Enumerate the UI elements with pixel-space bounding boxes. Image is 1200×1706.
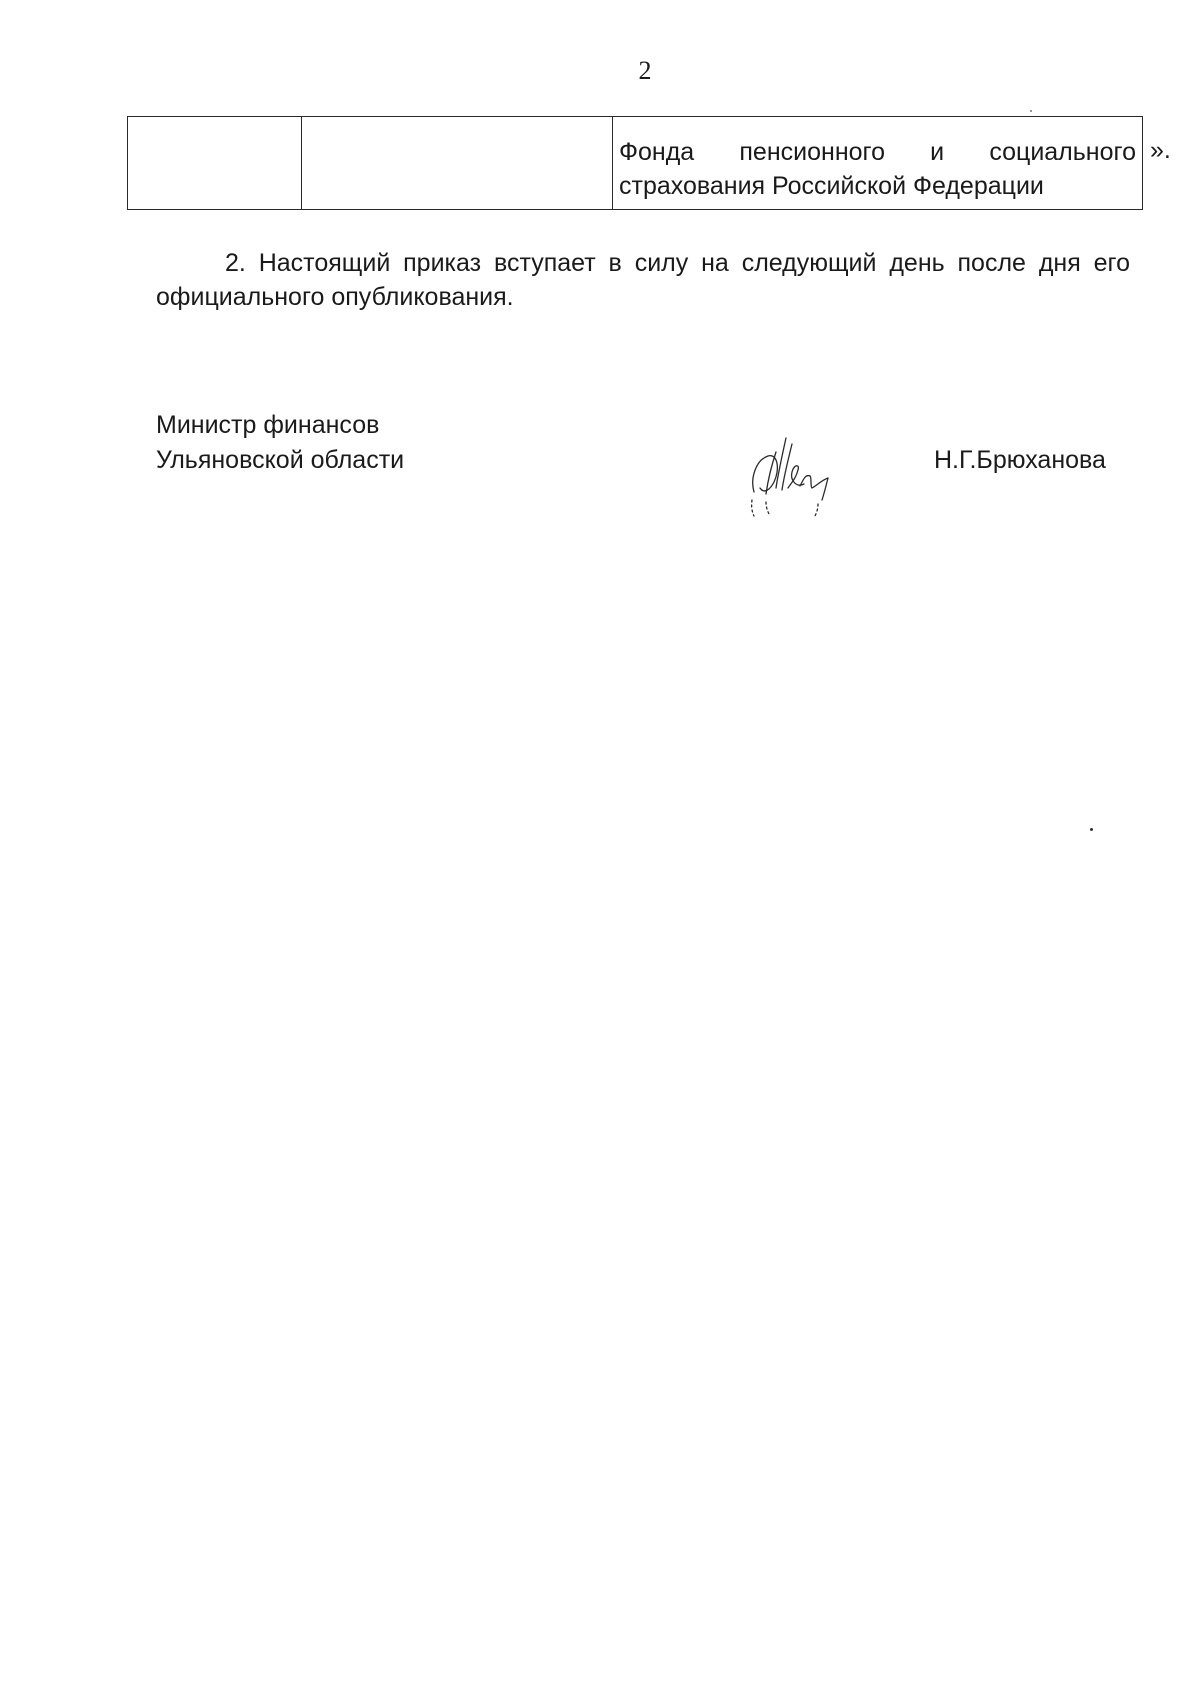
cell-word: и (930, 138, 945, 166)
scan-speck (1090, 828, 1093, 831)
signer-title-line-1: Министр финансов (156, 411, 380, 439)
signer-name: Н.Г.Брюханова (934, 446, 1106, 474)
cell-word: пенсионного (739, 138, 885, 166)
closing-quote: ». (1150, 136, 1171, 164)
table-cell-text (613, 117, 1143, 210)
signer-title-line-2: Ульяновской области (156, 446, 405, 474)
cell-word: социального (989, 138, 1136, 166)
cell-text-line-1 (619, 135, 1136, 169)
page-number: 2 (638, 56, 652, 85)
cell-text-line-2: страхования Российской Федерации (619, 172, 1044, 200)
handwritten-signature (742, 430, 842, 520)
effective-date-paragraph: 2. Настоящий приказ вступает в силу на следующий день после дня его официального опубликования. (156, 249, 1130, 311)
scan-speck (1030, 110, 1032, 112)
table-cell-empty-1 (128, 117, 302, 210)
table-row (128, 117, 1143, 210)
signer-title (156, 408, 404, 478)
continuation-table (127, 116, 1143, 210)
table-cell-empty-2 (302, 117, 613, 210)
cell-word: Фонда (619, 138, 695, 166)
